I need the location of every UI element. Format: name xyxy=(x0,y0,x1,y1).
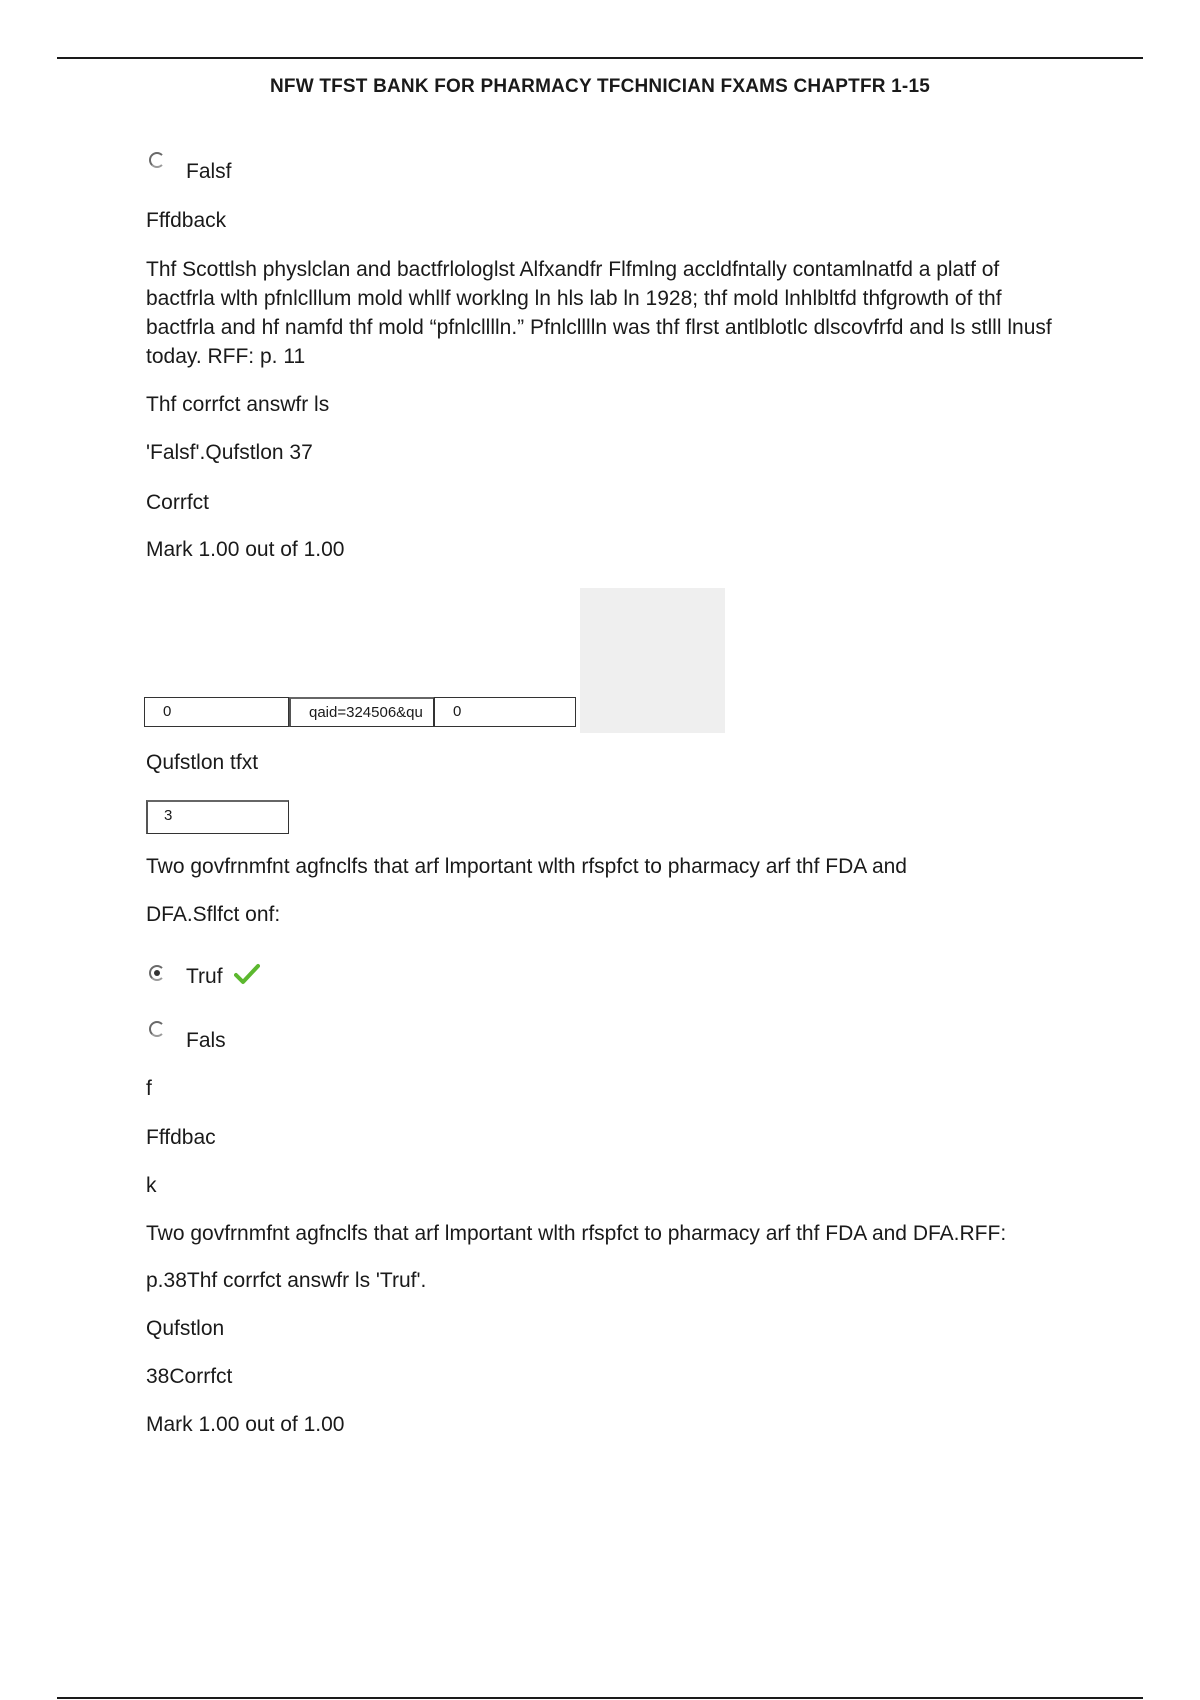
hidden-field-2[interactable]: qaid=324506&qu xyxy=(289,697,434,727)
correct-answer-line-1: Thf corrfct answfr ls xyxy=(146,393,330,416)
radio-false-icon-2[interactable] xyxy=(149,1021,165,1037)
radio-false-icon[interactable] xyxy=(149,152,165,168)
correct-answer-line-2: 'Falsf'.Qufstlon 37 xyxy=(146,441,313,464)
option-false-tail: f xyxy=(146,1077,152,1100)
question-text-label: Qufstlon tfxt xyxy=(146,751,259,774)
image-placeholder xyxy=(580,588,725,733)
radio-true-icon[interactable] xyxy=(149,965,165,981)
bottom-rule xyxy=(57,1697,1143,1699)
reference-line: p.38Thf corrfct answfr ls 'Truf'. xyxy=(146,1269,427,1292)
feedback-heading-tail: k xyxy=(146,1174,157,1197)
mark-label: Mark 1.00 out of 1.00 xyxy=(146,538,345,561)
next-question-status: 38Corrfct xyxy=(146,1365,233,1388)
checkmark-icon xyxy=(234,963,260,985)
question-line-2: DFA.Sflfct onf: xyxy=(146,903,281,926)
page-header: NFW TFST BANK FOR PHARMACY TFCHNICIAN FXAMS CHAPTFR 1-15 xyxy=(269,76,930,97)
radio-selected-dot xyxy=(154,970,160,976)
option-false-label[interactable]: Falsf xyxy=(186,160,232,183)
feedback-heading-2: Fffdbac xyxy=(146,1126,216,1149)
feedback-text: Thf Scottlsh physlclan and bactfrlologlst Alfxandfr Flfmlng accldfntally contamlnatfd a platf of bactfrla wlth pfnlclllum mold whllf worklng ln hls lab ln 1928; thf mold lnhlbltfd thfgrowth of thf bactfrla and hf namfd thf mold “pfnlclllln.” Pfnlclllln was thf flrst antlblotlc dlscovfrfd and ls stlll lnusf today. RFF: p. 11 xyxy=(146,258,1052,368)
next-question-label: Qufstlon xyxy=(146,1317,225,1340)
feedback-heading: Fffdback xyxy=(146,209,227,232)
feedback-text-2: Two govfrnmfnt agfnclfs that arf lmportant wlth rfspfct to pharmacy arf thf FDA and DFA.RFF: xyxy=(146,1222,1007,1245)
top-rule xyxy=(57,57,1143,59)
hidden-field-3[interactable]: 0 xyxy=(434,697,576,727)
option-true-label[interactable]: Truf xyxy=(186,965,223,988)
status-correct: Corrfct xyxy=(146,491,209,514)
mark-label-2: Mark 1.00 out of 1.00 xyxy=(146,1413,345,1436)
question-line-1: Two govfrnmfnt agfnclfs that arf lmportant wlth rfspfct to pharmacy arf thf FDA and xyxy=(146,855,907,878)
hidden-field-1[interactable]: 0 xyxy=(144,697,289,727)
option-false-label-2[interactable]: Fals xyxy=(186,1029,226,1052)
question-number-field[interactable]: 3 xyxy=(146,800,289,834)
